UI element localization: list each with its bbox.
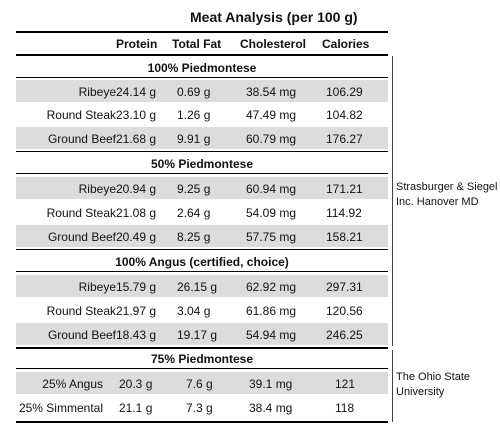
cell-cholesterol: 54.94 mg [246,328,297,342]
table-row [16,127,388,149]
source-line: University [396,386,445,398]
cell-fat: 3.04 g [177,304,211,318]
cell-protein: 21.08 g [116,206,157,220]
cell-fat: 9.25 g [177,182,211,196]
cell-cholesterol: 62.92 mg [246,280,297,294]
cell-cholesterol: 57.75 mg [246,230,297,244]
section-rule [16,77,388,78]
header-rule [16,54,388,56]
source-line: The Ohio State [396,371,470,383]
cell-calories: 118 [335,401,355,415]
cell-protein: 20.3 g [119,377,153,391]
row-label: 25% Angus [42,377,103,391]
row-label: Round Steak [46,108,116,122]
cell-protein: 24.14 g [116,85,157,99]
cell-calories: 171.21 [326,182,363,196]
cell-calories: 120.56 [326,304,363,318]
cell-calories: 114.92 [326,206,362,220]
cell-fat: 0.69 g [177,85,211,99]
table-row [16,275,388,297]
cell-fat: 7.6 g [186,377,213,391]
cell-cholesterol: 38.4 mg [249,401,293,415]
cell-fat: 8.25 g [177,230,211,244]
table-row [16,299,388,321]
cell-calories: 246.25 [326,328,363,342]
cell-fat: 7.3 g [186,401,213,415]
row-label: Ground Beef [47,132,116,146]
table-row [16,80,388,102]
row-label: Round Steak [46,304,116,318]
section-rule [16,151,388,152]
table-row [16,323,388,345]
row-label: Ribeye [78,182,116,196]
cell-protein: 15.79 g [116,280,157,294]
cell-fat: 19.17 g [177,328,218,342]
cell-protein: 20.49 g [116,230,157,244]
cell-cholesterol: 39.1 mg [249,377,293,391]
row-label: Ground Beef [47,230,116,244]
col-header-protein: Protein [116,37,158,51]
cell-protein: 23.10 g [116,108,157,122]
cell-calories: 176.27 [326,132,363,146]
cell-cholesterol: 61.86 mg [246,304,297,318]
source-note [396,370,470,400]
cell-cholesterol: 60.94 mg [246,182,297,196]
row-label: Ribeye [78,280,116,294]
source-note [396,180,498,210]
cell-cholesterol: 38.54 mg [246,85,297,99]
row-label: Ribeye [78,85,116,99]
cell-protein: 18.43 g [116,328,157,342]
section-title: 100% Piedmontese [147,61,257,75]
row-label: 25% Simmental [18,401,103,415]
table-row [16,372,388,394]
row-label: Ground Beef [47,328,116,342]
table-row [16,396,388,418]
section-rule [16,347,388,349]
section-title: 75% Piedmontese [150,352,254,366]
cell-protein: 20.94 g [116,182,157,196]
table-row [16,225,388,247]
section-rule [16,368,388,369]
section-title: 100% Angus (certified, choice) [115,255,289,269]
cell-protein: 21.97 g [116,304,157,318]
source-line: Inc. Hanover MD [396,196,479,208]
cell-calories: 121 [335,377,356,391]
table-row [16,201,388,223]
cell-cholesterol: 47.49 mg [246,108,297,122]
cell-fat: 2.64 g [177,206,211,220]
source-line: Strasburger & Siegel [396,181,498,193]
section-rule [16,249,388,250]
table-row [16,103,388,125]
cell-calories: 104.82 [326,108,363,122]
cell-protein: 21.1 g [119,401,153,415]
cell-cholesterol: 54.09 mg [246,206,297,220]
col-header-calories: Calories [322,37,370,51]
cell-cholesterol: 60.79 mg [246,132,297,146]
row-label: Round Steak [46,206,116,220]
cell-calories: 158.21 [326,230,363,244]
table-title: Meat Analysis (per 100 g) [190,9,358,25]
section-rule [16,173,388,174]
cell-calories: 297.31 [326,280,363,294]
table-row [16,177,388,199]
cell-calories: 106.29 [326,85,363,99]
cell-fat: 9.91 g [177,132,211,146]
col-header-cholesterol: Cholesterol [240,37,307,51]
cell-protein: 21.68 g [116,132,157,146]
section-rule [16,271,388,272]
col-header-fat: Total Fat [172,37,222,51]
source-bracket-line [392,350,393,422]
section-title: 50% Piedmontese [150,157,254,171]
bottom-rule [16,421,388,423]
source-bracket-line [392,56,393,346]
cell-fat: 26.15 g [177,280,218,294]
cell-fat: 1.26 g [177,108,211,122]
top-rule [16,31,388,33]
